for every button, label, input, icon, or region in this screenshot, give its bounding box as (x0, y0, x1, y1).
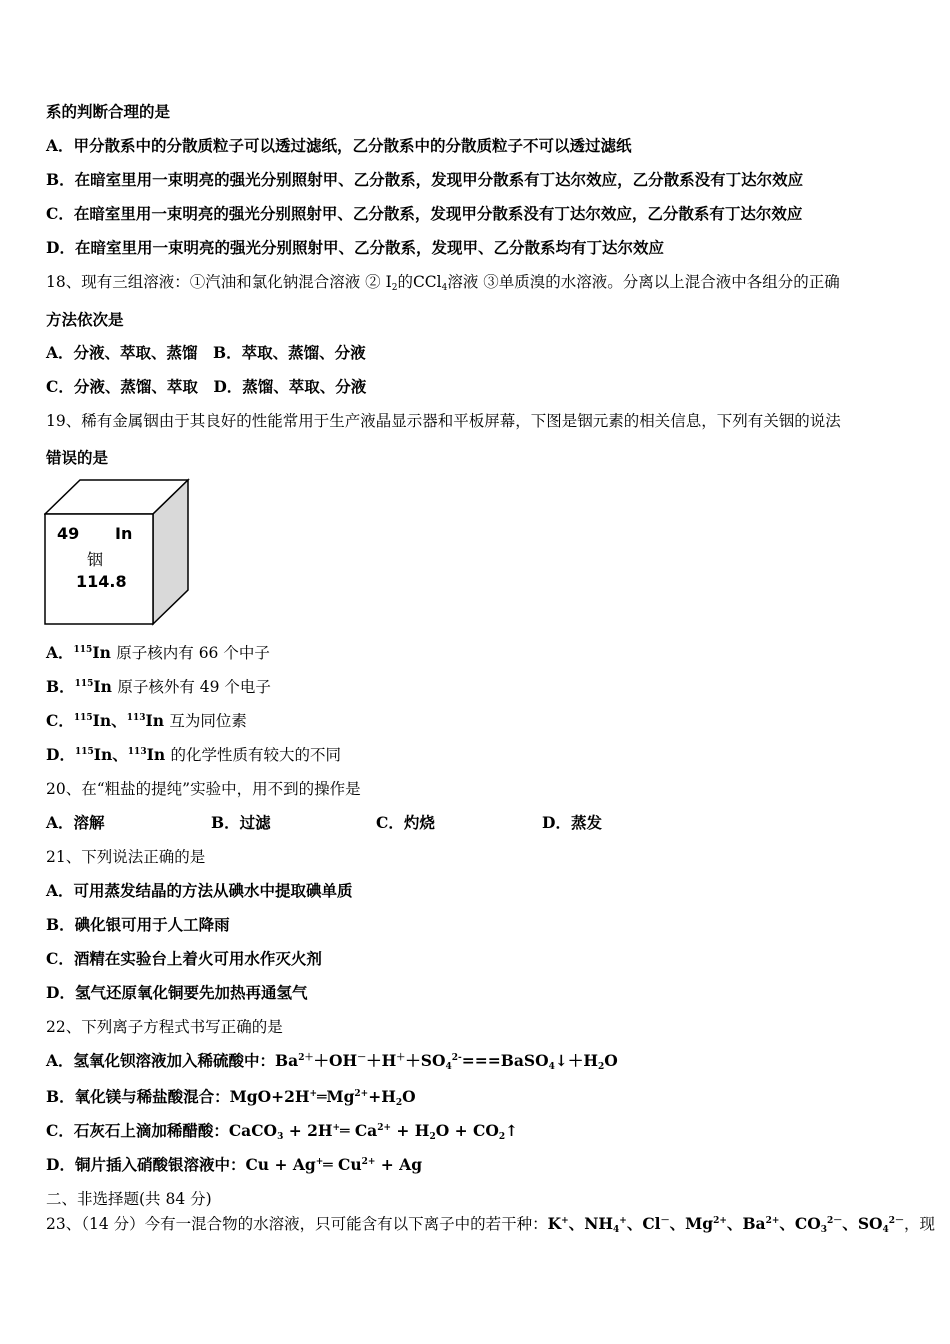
q17-option-a: A．甲分散系中的分散质粒子可以透过滤纸，乙分散系中的分散质粒子不可以透过滤纸 (46, 136, 632, 155)
charge: － (660, 1216, 670, 1226)
charge: + (332, 1123, 341, 1133)
equation-part: ↓＋H (554, 1051, 598, 1070)
element-symbol-text: In (93, 677, 112, 696)
q23-stem-text: ，现 (904, 1215, 936, 1233)
subscript: 3 (277, 1132, 284, 1142)
q18-stem-part: 的CCl (397, 273, 442, 291)
option-text: 的化学性质有较大的不同 (170, 746, 342, 764)
ion: SO (857, 1214, 883, 1233)
equation-part: O (604, 1051, 618, 1070)
option-text: 互为同位素 (169, 712, 247, 730)
equation-part: ＋SO (405, 1051, 446, 1070)
q18-options-ab: A．分液、萃取、蒸馏 B．萃取、蒸馏、分液 (46, 343, 366, 362)
separator: 、 (112, 745, 128, 764)
subscript: 3 (820, 1225, 828, 1235)
separator: 、 (626, 1214, 643, 1233)
q22-option-a (46, 1051, 618, 1071)
mass-number: 113 (126, 713, 146, 723)
q20-option-a: A．溶解 (46, 813, 105, 832)
separator: 、 (669, 1214, 686, 1233)
charge: 2+ (354, 1089, 369, 1099)
subscript: 4 (445, 1062, 452, 1072)
q20-option-b: B．过滤 (211, 813, 271, 832)
equation-part: ＋H (366, 1051, 397, 1070)
subscript: 2 (597, 1062, 605, 1072)
q18-sub: 4 (441, 283, 448, 293)
q19-stem-line2: 错误的是 (46, 448, 109, 467)
ion: K (547, 1214, 562, 1233)
q17-option-c: C．在暗室里用一束明亮的强光分别照射甲、乙分散系，发现甲分散系没有丁达尔效应，乙分散系有丁达尔效应 (46, 204, 803, 223)
element-symbol: In (115, 524, 133, 543)
q19-option-c (46, 711, 247, 731)
charge: + (561, 1216, 569, 1226)
equation-part: + 2H (283, 1121, 333, 1140)
equation-part: + Ag (375, 1155, 423, 1174)
charge: + (309, 1089, 318, 1099)
q18-options-cd: C．分液、蒸馏、萃取 D．蒸馏、萃取、分液 (46, 377, 367, 396)
equation-part: ===BaSO (461, 1051, 549, 1070)
element-card-cube (44, 478, 192, 632)
section-title: 二、非选择题(共 84 分) (46, 1190, 212, 1208)
q20-stem: 20、在“粗盐的提纯”实验中，用不到的操作是 (46, 780, 361, 798)
q18-sub: 2 (391, 283, 398, 293)
mass-number: 115 (73, 645, 93, 655)
q21-option-c: C．酒精在实验台上着火可用水作灭火剂 (46, 949, 322, 968)
charge: － (357, 1053, 367, 1063)
charge: 2+ (765, 1216, 780, 1226)
q19-option-d (46, 745, 341, 765)
charge: + (315, 1157, 324, 1167)
mass-number: 115 (73, 713, 93, 723)
element-cube-drawing (44, 478, 192, 628)
subscript: 2 (429, 1132, 436, 1142)
q21-option-b: B．碘化银可用于人工降雨 (46, 915, 230, 934)
subscript: 2 (498, 1132, 506, 1142)
q23-stem (46, 1214, 935, 1234)
ion: Ba (742, 1214, 766, 1233)
option-text: B．氧化镁与稀盐酸混合： (46, 1087, 230, 1106)
subscript: 4 (882, 1225, 889, 1235)
element-atomic-mass: 114.8 (76, 572, 127, 591)
charge: 2+ (713, 1216, 727, 1226)
q22-option-c (46, 1121, 518, 1141)
ion: Mg (685, 1214, 714, 1233)
q22-option-d (46, 1155, 422, 1175)
q19-option-a (46, 643, 270, 663)
equation-part: Ba (275, 1051, 299, 1070)
q21-option-d: D．氢气还原氧化铜要先加热再通氢气 (46, 983, 308, 1002)
charge: ＋ (396, 1053, 406, 1063)
q18-stem (46, 272, 840, 292)
option-label: C． (46, 711, 74, 730)
element-symbol-text: In (145, 711, 165, 730)
charge: + (619, 1216, 627, 1226)
mass-number: 113 (127, 747, 147, 757)
q19-stem: 19、稀有金属铟由于其良好的性能常用于生产液晶显示器和平板屏幕，下图是铟元素的相关信息，下列有关铟的说法 (46, 412, 841, 430)
q18-stem-line2: 方法依次是 (46, 310, 124, 329)
q17-stem-tail: 系的判断合理的是 (46, 102, 171, 121)
mass-number: 115 (74, 679, 94, 689)
q23-stem-text: 23、（14 分）今有一混合物的水溶液，只可能含有以下离子中的若干种： (46, 1215, 548, 1233)
q22-stem: 22、下列离子方程式书写正确的是 (46, 1018, 283, 1036)
option-text: 原子核外有 49 个电子 (117, 678, 271, 696)
element-symbol-text: In (92, 643, 111, 662)
equation-part: ↑ (505, 1121, 519, 1140)
equation-part: ＋OH (313, 1051, 358, 1070)
subscript: 2 (395, 1098, 403, 1108)
option-text: D．铜片插入硝酸银溶液中： (46, 1155, 246, 1174)
separator: 、 (726, 1214, 743, 1233)
charge: 2- (451, 1053, 462, 1063)
equation-part: +H (368, 1087, 396, 1106)
option-text: 原子核内有 66 个中子 (116, 644, 270, 662)
q20-option-d: D．蒸发 (542, 813, 602, 832)
ion: CO (794, 1214, 821, 1233)
q21-stem: 21、下列说法正确的是 (46, 848, 206, 866)
element-atomic-number: 49 (57, 524, 80, 543)
q17-option-d: D．在暗室里用一束明亮的强光分别照射甲、乙分散系，发现甲、乙分散系均有丁达尔效应 (46, 238, 664, 257)
ion: NH (584, 1214, 614, 1233)
ion: Cl (642, 1214, 661, 1233)
equation-part: ═Mg (317, 1087, 355, 1106)
option-label: A． (46, 643, 74, 662)
separator: 、 (779, 1214, 795, 1233)
element-symbol-text: In (146, 745, 166, 764)
option-label: B． (46, 677, 75, 696)
mass-number: 115 (74, 747, 94, 757)
charge: 2+ (361, 1157, 376, 1167)
separator: 、 (842, 1214, 858, 1233)
q19-option-b (46, 677, 271, 697)
separator: 、 (568, 1214, 585, 1233)
option-text: A．氢氧化钡溶液加入稀硫酸中： (46, 1051, 276, 1070)
equation-part: MgO+2H (229, 1087, 310, 1106)
q22-option-b (46, 1087, 416, 1107)
element-symbol-text: In (92, 711, 112, 730)
charge: 2－ (827, 1216, 843, 1226)
charge: 2+ (377, 1123, 392, 1133)
equation-part: ═ Ca (340, 1121, 378, 1140)
q21-option-a: A．可用蒸发结晶的方法从碘水中提取碘单质 (46, 881, 353, 900)
q20-option-c: C．灼烧 (376, 813, 435, 832)
subscript: 4 (613, 1225, 620, 1235)
charge: 2＋ (298, 1053, 314, 1063)
element-symbol-text: In (93, 745, 113, 764)
subscript: 4 (548, 1062, 555, 1072)
q17-option-b: B．在暗室里用一束明亮的强光分别照射甲、乙分散系，发现甲分散系有丁达尔效应，乙分散系没有丁达尔效应 (46, 170, 804, 189)
q18-stem-part: 18、现有三组溶液：①汽油和氯化钠混合溶液 ② I (46, 273, 392, 291)
equation-part: O + CO (435, 1121, 499, 1140)
option-text: C．石灰石上滴加稀醋酸： (46, 1121, 229, 1140)
equation-part: + H (391, 1121, 430, 1140)
charge: 2－ (888, 1216, 905, 1226)
equation-part: Cu + Ag (245, 1155, 316, 1174)
equation-part: CaCO (228, 1121, 278, 1140)
equation-part: O (402, 1087, 416, 1106)
equation-part: ═ Cu (323, 1155, 362, 1174)
option-label: D． (46, 745, 75, 764)
separator: 、 (111, 711, 127, 730)
element-name: 铟 (87, 550, 104, 569)
q18-stem-part: 溶液 ③单质溴的水溶液。分离以上混合液中各组分的正确 (447, 273, 840, 291)
